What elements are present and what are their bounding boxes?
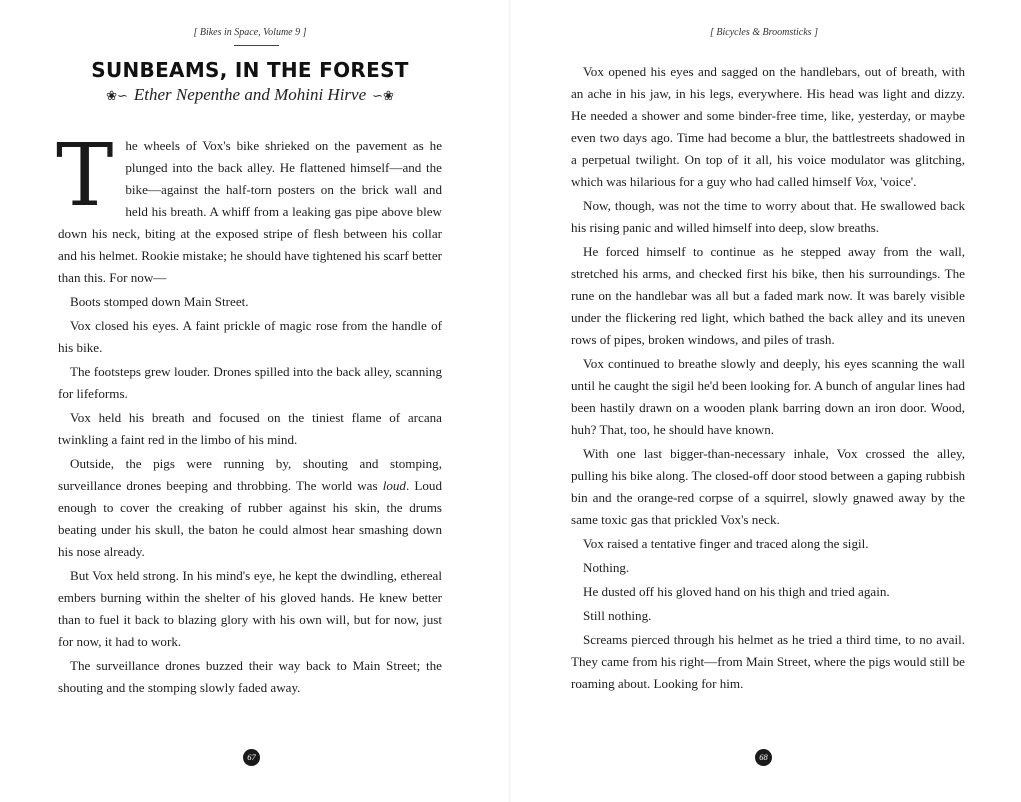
paragraph: With one last bigger-than-necessary inhale, Vox crossed the alley, pulling his bike along. The closed-off door stood between a gaping rubbish bin and the orange-red corpse of a squirrel, slowly gnawed away by the same toxic gas that prickled Vox's neck.: [571, 446, 965, 527]
running-head-left: [ Bikes in Space, Volume 9 ]: [193, 27, 307, 38]
paragraph: Now, though, was not the time to worry about that. He swallowed back his rising panic and willed himself into deep, slow breaths.: [571, 198, 965, 235]
paragraph-text: Outside, the pigs were running by, shouting and stomping, surveillance drones beeping and throbbing. The world was: [58, 456, 442, 493]
paragraph: [58, 453, 442, 563]
right-page: [510, 0, 1021, 802]
paragraph-text: . Loud enough to cover the creaking of rubber against his skin, the drums beating under his skull, the baton he could almost hear smashing down his nose already.: [58, 478, 442, 559]
paragraph: Vox closed his eyes. A faint prickle of magic rose from the handle of his bike.: [58, 318, 442, 355]
paragraph: Vox raised a tentative finger and traced along the sigil.: [583, 536, 869, 551]
paragraph: Nothing.: [583, 560, 630, 575]
first-paragraph-text: he wheels of Vox's bike shrieked on the pavement as he plunged into the back alley. He flattened himself—and the bike—against the half-torn posters on the brick wall and held his breath. A whiff from a leaking gas pipe above blew down his neck, biting at the exposed stripe of flesh between his collar and his helmet. Rookie mistake; he should have tightened his scarf better than this. For now—: [58, 138, 442, 285]
emphasis-text: Vox: [854, 174, 874, 189]
page-number-right: 68: [755, 749, 772, 766]
paragraph-text: Vox opened his eyes and sagged on the handlebars, out of breath, with an ache in his jaw, in his legs, everywhere. His head was light and dizzy. He needed a shower and some binder-free time, like, yesterday, or maybe even two days ago. Time had become a blur, the battlestreets shadowed in a perpetual twilight. On top of it all, his voice modulator was glitching, which was hilarious for a guy who had called himself: [571, 64, 965, 189]
left-body-text: [56, 126, 442, 701]
paragraph: Vox held his breath and focused on the tiniest flame of arcana twinkling a faint red in the limbo of his mind.: [58, 410, 442, 447]
flourish-right-icon: ∽❀: [372, 88, 394, 103]
flourish-left-icon: ❀∽: [106, 88, 128, 103]
running-head-rule: [234, 45, 279, 46]
emphasis-text: loud: [382, 478, 406, 493]
paragraph: The surveillance drones buzzed their way back to Main Street; the shouting and the stomping slowly faded away.: [58, 658, 442, 695]
paragraph: He dusted off his gloved hand on his thigh and tried again.: [583, 584, 890, 599]
paragraph: [571, 61, 965, 193]
right-body-text: [571, 61, 965, 697]
running-head-right: [ Bicycles & Broomsticks ]: [710, 27, 818, 38]
byline-authors: Ether Nepenthe and Mohini Hirve: [133, 85, 367, 104]
left-page: [0, 0, 510, 802]
page-number-left: 67: [243, 749, 260, 766]
story-title: SUNBEAMS, IN THE FOREST: [91, 58, 409, 82]
drop-cap: T: [56, 126, 114, 226]
paragraph: Still nothing.: [583, 608, 652, 623]
paragraph: Boots stomped down Main Street.: [70, 294, 249, 309]
paragraph: Vox continued to breathe slowly and deeply, his eyes scanning the wall until he caught the sigil he'd been looking for. A bunch of angular lines had been hastily drawn on a wooden plank barring down an iron door. Wood, huh? That, too, he should have known.: [571, 356, 965, 437]
paragraph: The footsteps grew louder. Drones spilled into the back alley, scanning for lifeforms.: [58, 364, 442, 401]
paragraph: He forced himself to continue as he stepped away from the wall, stretched his arms, and checked first his bike, then his surroundings. The rune on the handlebar was all but a faded mark now. It was barely visible under the flickering red light, which bathed the back alley and its uneven rows of pipes, broken windows, and piles of trash.: [571, 244, 965, 347]
paragraph: [56, 126, 442, 289]
paragraph-text: , 'voice'.: [873, 174, 917, 189]
byline: [58, 85, 442, 105]
paragraph: But Vox held strong. In his mind's eye, he kept the dwindling, ethereal embers burning within the shelter of his gloved hands. He knew better than to fuel it back to blazing glory with his own will, but for now, just for now, it had to work.: [58, 568, 442, 649]
paragraph: Screams pierced through his helmet as he tried a third time, to no avail. They came from his right—from Main Street, where the pigs would still be roaming about. Looking for him.: [571, 632, 965, 691]
